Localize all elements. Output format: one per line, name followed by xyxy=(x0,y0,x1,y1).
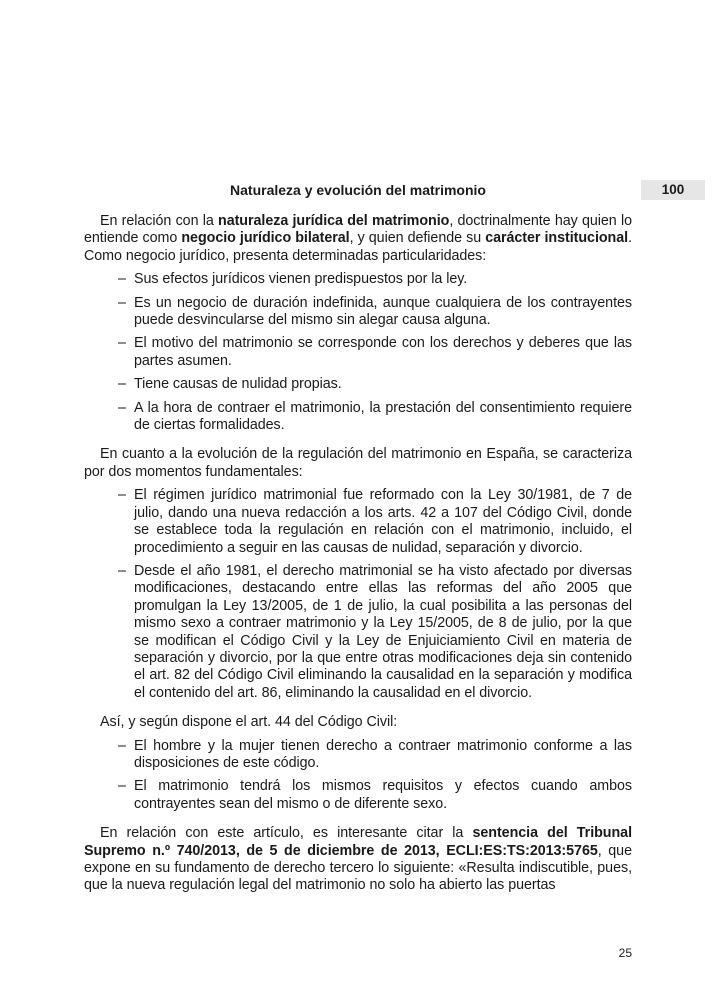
bold-citation: sentencia del Tribunal Supremo n.º 740/2013, de 5 de diciembre de 2013, ECLI:ES:TS:2013:5765 xyxy=(84,825,632,859)
list-item: – Desde el año 1981, el derecho matrimonial se ha visto afectado por diversas modificaciones, destacando entre ellas las reformas del año 2005 que promulgan la Ley 13/2005, de 1 de julio, la cual posibilita a las personas del mismo sexo a contraer matrimonio y la Ley 15/2005, de 8 de julio, por la que se modifican el Código Civil y la Ley de Enjuiciamiento Civil en materia de separación y divorcio, por la que entre otras modificaciones deja sin contenido el art. 82 del Código Civil eliminando la causalidad en la separación y modifica el contenido del art. 86, eliminando la causalidad en el divorcio. xyxy=(84,563,632,702)
list-item: – Tiene causas de nulidad propias. xyxy=(84,376,632,393)
paragraph-nature: En relación con la naturaleza jurídica del matrimonio, doctrinalmente hay quien lo entiende como negocio jurídico bilateral, y quien defiende su carácter institucional. Como negocio jurídico, presenta determinadas particularidades: xyxy=(84,213,632,264)
list-item: – El hombre y la mujer tienen derecho a contraer matrimonio conforme a las disposiciones de este código. xyxy=(84,738,632,773)
article-44-list xyxy=(84,738,632,814)
paragraph-sentence: En relación con este artículo, es interesante citar la sentencia del Tribunal Supremo n.º 740/2013, de 5 de diciembre de 2013, ECLI:ES:TS:2013:5765, que expone en su fundamento de derecho tercero lo siguiente: «Resulta indiscutible, pues, que la nueva regulación legal del matrimonio no solo ha abierto las puertas xyxy=(84,825,632,894)
body-text xyxy=(84,213,632,895)
list-item: – Es un negocio de duración indefinida, aunque cualquiera de los contrayentes puede desvincularse del mismo sin alegar causa alguna. xyxy=(84,295,632,330)
section-title: Naturaleza y evolución del matrimonio xyxy=(230,182,486,198)
list-item: – El régimen jurídico matrimonial fue reformado con la Ley 30/1981, de 7 de julio, dando una nueva redacción a los arts. 42 a 107 del Código Civil, donde se establece toda la regulación en relación con el matrimonio, incluido, el procedimiento a seguir en las causas de nulidad, separación y divorcio. xyxy=(84,487,632,557)
section-number-badge: 100 xyxy=(641,180,705,200)
bold-term: naturaleza jurídica del matrimonio xyxy=(218,213,450,229)
bold-term: negocio jurídico bilateral xyxy=(181,230,350,247)
bold-term: carácter institucional xyxy=(485,230,629,247)
list-item: – El matrimonio tendrá los mismos requisitos y efectos cuando ambos contrayentes sean del mismo o de diferente sexo. xyxy=(84,778,632,813)
paragraph-article-44: Así, y según dispone el art. 44 del Código Civil: xyxy=(100,714,398,731)
list-item: – El motivo del matrimonio se corresponde con los derechos y deberes que las partes asumen. xyxy=(84,335,632,370)
list-item: – Sus efectos jurídicos vienen predispuestos por la ley. xyxy=(84,271,632,288)
page-number: 25 xyxy=(618,946,632,960)
particularities-list xyxy=(84,271,632,434)
paragraph-evolution: En cuanto a la evolución de la regulación del matrimonio en España, se caracteriza por dos momentos fundamentales: xyxy=(84,446,632,480)
list-item: – A la hora de contraer el matrimonio, la prestación del consentimiento requiere de ciertas formalidades. xyxy=(84,400,632,435)
evolution-list xyxy=(84,487,632,702)
